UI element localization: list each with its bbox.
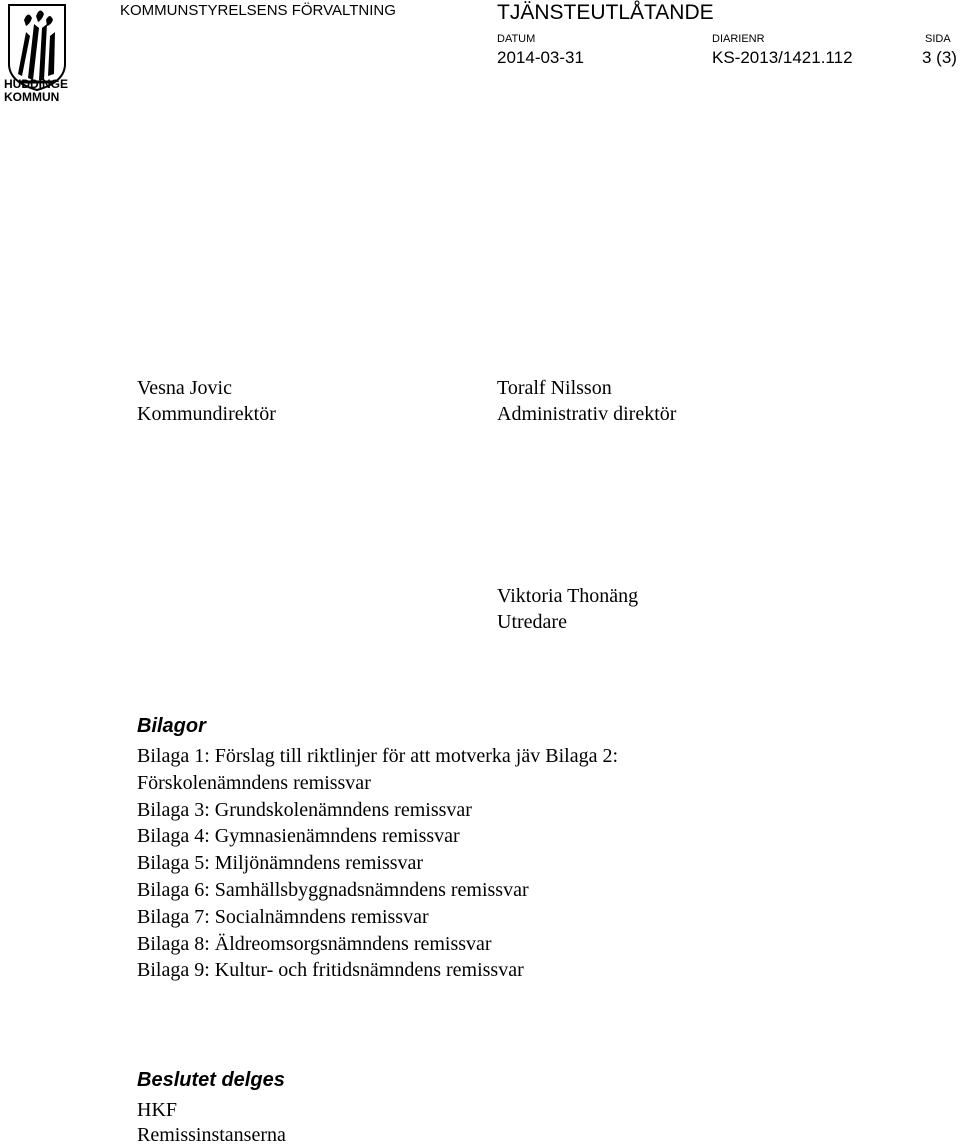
recipient-hkf: HKF — [137, 1099, 178, 1121]
diarie-value: KS-2013/1421.112 — [712, 48, 853, 67]
page-label: SIDA — [925, 33, 951, 45]
date-label: DATUM — [497, 33, 536, 45]
signature-name-2: Toralf Nilsson — [497, 377, 612, 399]
bilaga-line: Bilaga 6: Samhällsbyggnadsnämndens remissvar — [137, 878, 529, 901]
bilaga-line: Bilaga 8: Äldreomsorgsnämndens remissvar — [137, 932, 492, 955]
signature-name-3: Viktoria Thonäng — [497, 585, 639, 607]
bilaga-line: Bilaga 7: Socialnämndens remissvar — [137, 905, 429, 928]
bilaga-line: Bilaga 3: Grundskolenämndens remissvar — [137, 798, 472, 821]
bilaga-line: Förskolenämndens remissvar — [137, 771, 371, 794]
signature-title-3: Utredare — [497, 611, 567, 633]
signature-name-1: Vesna Jovic — [137, 377, 232, 399]
beslutet-delges-heading: Beslutet delges — [137, 1069, 285, 1091]
bilaga-line: Bilaga 9: Kultur- och fritidsnämndens remissvar — [137, 959, 524, 982]
logo-text-huddinge: HUDDINGE — [4, 77, 69, 91]
signature-title-1: Kommundirektör — [137, 403, 276, 425]
bilagor-list — [137, 743, 618, 984]
bilaga-line: Bilaga 5: Miljönämndens remissvar — [137, 852, 424, 875]
document-type: TJÄNSTEUTLÅTANDE — [497, 1, 714, 24]
page-value: 3 (3) — [922, 48, 957, 67]
huddinge-logo — [6, 2, 68, 106]
diarie-label: DIARIENR — [712, 33, 765, 45]
recipient-remissinstanserna: Remissinstanserna — [137, 1124, 286, 1146]
bilaga-line: Bilaga 1: Förslag till riktlinjer för att motverka jäv Bilaga 2: — [137, 745, 619, 767]
logo-text-kommun: KOMMUN — [4, 90, 60, 104]
bilaga-line: Bilaga 4: Gymnasienämndens remissvar — [137, 825, 460, 848]
signature-title-2: Administrativ direktör — [497, 403, 677, 425]
date-value: 2014-03-31 — [497, 48, 584, 67]
bilagor-heading: Bilagor — [137, 715, 206, 737]
organization-name: KOMMUNSTYRELSENS FÖRVALTNING — [120, 2, 396, 19]
